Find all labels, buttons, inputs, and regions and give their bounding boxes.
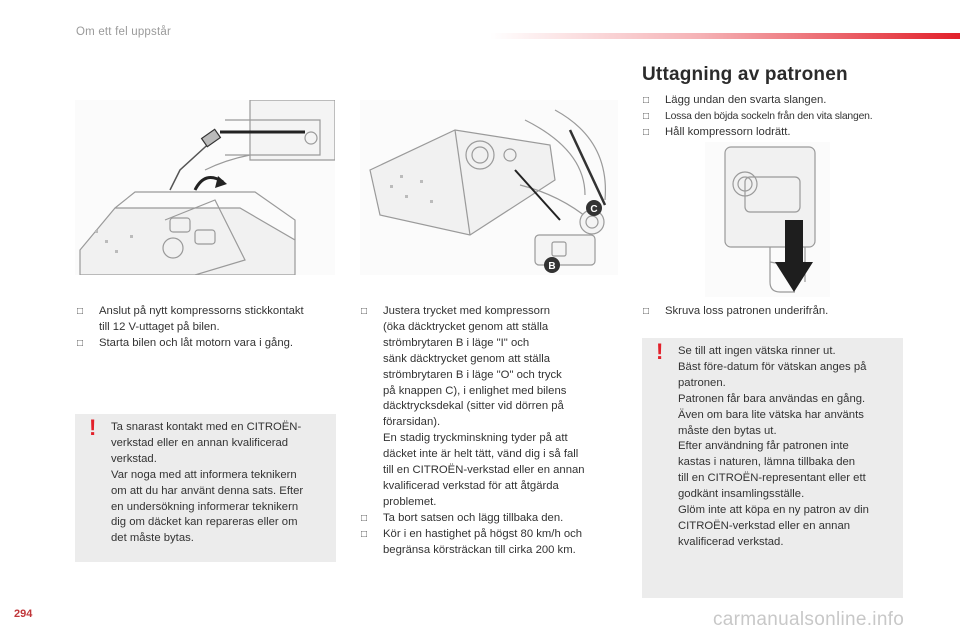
list-item: □ Anslut på nytt kompressorns stickkontakt till 12 V-uttaget på bilen.: [77, 305, 304, 333]
checkbox-square-icon: □: [643, 110, 650, 122]
col1-bullets: [76, 304, 336, 352]
right-section-bullets: [642, 93, 932, 141]
list-item: □ Kör i en hastighet på högst 80 km/h och begränsa körsträckan till cirka 200 km.: [361, 527, 583, 556]
exclamation-icon: !: [89, 415, 97, 440]
col3-bullets: [642, 304, 922, 320]
header-rule: [490, 33, 960, 39]
warning-box-cartridge: [642, 338, 903, 598]
list-item: □ Ta bort satsen och lägg tillbaka den.: [360, 511, 620, 527]
col2-bullets: [360, 304, 620, 559]
warning-text: Se till att ingen vätska rinner ut. Bäst före-datum för vätskan anges på patronen. Patronen får bara användas en gång. Även om bara lite vätska har använts måste den bytas ut. Efter användning får patronen inte kastas i naturen, lämna tillbaka den till en CITROËN-representant eller ett godkänt insamlingsställe. Glöm inte att köpa en ny patron av din CITROËN-verkstad eller en annan kvalificerad verkstad.: [678, 345, 869, 548]
list-item: □ Starta bilen och låt motorn vara i gång.: [76, 336, 336, 352]
list-item: □ Lägg undan den svarta slangen.: [642, 93, 932, 109]
page-header-title: Om ett fel uppstår: [76, 26, 171, 38]
label-c: C: [590, 204, 598, 215]
list-item: □ Lossa den böjda sockeln från den vita slangen.: [642, 109, 932, 125]
checkbox-square-icon: □: [643, 306, 650, 317]
compressor-pressure-illustration: [360, 100, 618, 275]
list-item: □ Justera trycket med kompressorn (öka däcktrycket genom att ställa strömbrytaren B i läge "I" och sänk däcktrycket genom att ställa strömbrytaren B i läge "O" och tryck på knappen C), i enlighet med bilens däcktrycksdekal (sitter vid dörren på förarsidan). En stadig tryckminskning tyder på att däcket inte är helt tätt, vänd dig i så fall till en CITROËN-verkstad eller en annan kvalificerad verkstad för att åtgärda problemet.: [361, 305, 585, 508]
list-item: □ Skruva loss patronen underifrån.: [642, 304, 922, 320]
page-number: 294: [14, 608, 33, 620]
label-b: B: [548, 261, 556, 272]
checkbox-square-icon: □: [361, 306, 368, 317]
warning-box-contact-workshop: [75, 414, 336, 562]
list-item: □ Håll kompressorn lodrätt.: [642, 125, 932, 141]
checkbox-square-icon: □: [643, 95, 650, 106]
compressor-plug-illustration: [75, 100, 335, 275]
checkbox-square-icon: □: [361, 512, 368, 524]
watermark: carmanualsonline.info: [713, 609, 905, 630]
checkbox-square-icon: □: [77, 337, 84, 349]
checkbox-square-icon: □: [361, 528, 368, 540]
section-title: Uttagning av patronen: [642, 64, 848, 85]
checkbox-square-icon: □: [77, 306, 84, 317]
exclamation-icon: !: [656, 339, 664, 364]
warning-text: Ta snarast kontakt med en CITROËN- verkstad eller en annan kvalificerad verkstad. Var noga med att informera teknikern om att du har använt denna sats. Efter en undersökning informerar teknikern dig om däcket kan repareras eller om det måste bytas.: [111, 421, 304, 545]
cartridge-removal-illustration: [705, 142, 830, 297]
checkbox-square-icon: □: [643, 126, 650, 138]
